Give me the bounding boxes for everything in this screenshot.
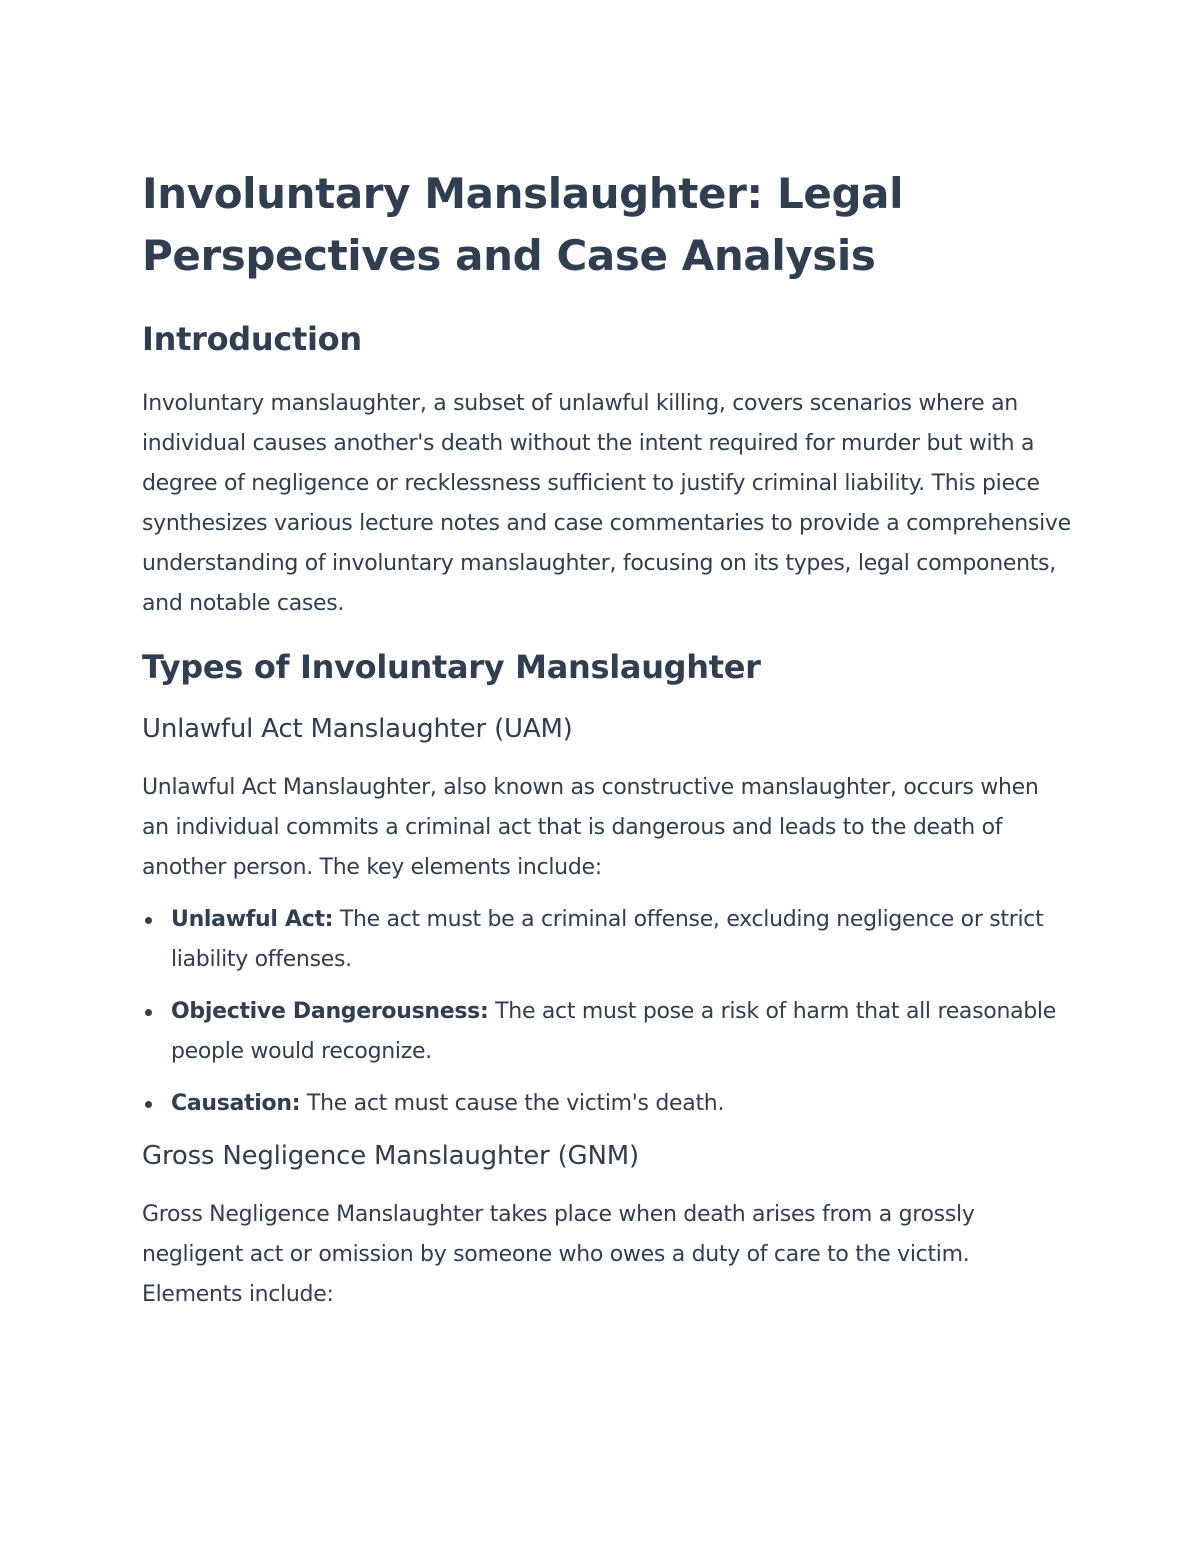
- gnm-heading: Gross Negligence Manslaughter (GNM): [142, 1141, 639, 1171]
- element-text: The act must cause the victim's death.: [300, 1091, 725, 1116]
- types-heading: Types of Involuntary Manslaughter: [142, 648, 761, 686]
- bullet-icon: [145, 1009, 152, 1016]
- document-page: [142, 163, 1072, 1315]
- element-text: The act must pose a risk of harm that all reasonable people would recognize.: [171, 999, 1056, 1064]
- list-item: [142, 1084, 1072, 1124]
- uam-heading: Unlawful Act Manslaughter (UAM): [142, 714, 573, 744]
- element-text: The act must be a criminal offense, excluding negligence or strict liability offenses.: [171, 907, 1044, 972]
- bullet-icon: [145, 1101, 152, 1108]
- list-item: [142, 900, 1072, 980]
- uam-paragraph: Unlawful Act Manslaughter, also known as constructive manslaughter, occurs when an individual commits a criminal act that is dangerous and leads to the death of another person. The key elements include:: [142, 775, 1039, 880]
- uam-elements-list: [142, 900, 1072, 1124]
- gnm-paragraph: Gross Negligence Manslaughter takes place when death arises from a grossly negligent act or omission by someone who owes a duty of care to the victim. Elements include:: [142, 1202, 975, 1307]
- bullet-icon: [145, 917, 152, 924]
- element-term: Objective Dangerousness:: [171, 999, 489, 1024]
- document-title: Involuntary Manslaughter: Legal Perspectives and Case Analysis: [142, 169, 904, 280]
- element-term: Causation:: [171, 1091, 301, 1116]
- element-term: Unlawful Act:: [171, 907, 334, 932]
- introduction-paragraph: Involuntary manslaughter, a subset of unlawful killing, covers scenarios where an individual causes another's death without the intent required for murder but with a degree of negligence or recklessness sufficient to justify criminal liability. This piece synthesizes various lecture notes and case commentaries to provide a comprehensive understanding of involuntary manslaughter, focusing on its types, legal components, and notable cases.: [142, 391, 1071, 616]
- list-item: [142, 992, 1072, 1072]
- introduction-heading: Introduction: [142, 320, 362, 358]
